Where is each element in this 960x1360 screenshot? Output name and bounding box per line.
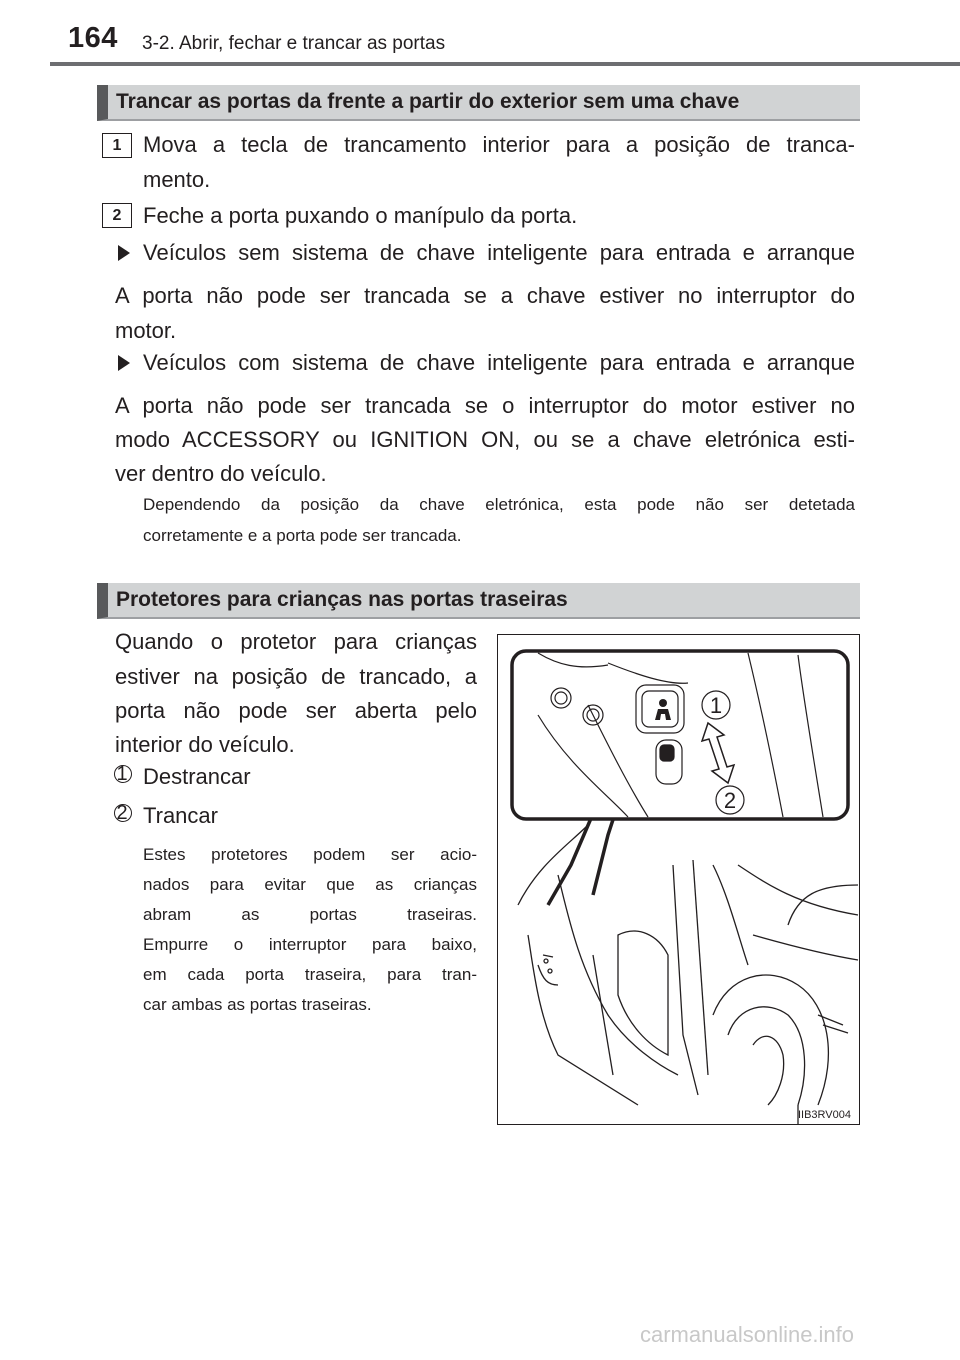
item-number-2: 2 bbox=[110, 802, 134, 825]
watermark: carmanualsonline.info bbox=[640, 1322, 855, 1347]
callout-2 bbox=[716, 786, 744, 814]
step-1-line-2: mento. bbox=[143, 167, 211, 192]
note2-line-2: nados para evitar que as crianças bbox=[143, 875, 477, 894]
sub1-line-1: A porta não pode ser trancada se a chave estiver no interruptor do bbox=[115, 283, 855, 308]
triangle-bullet-icon bbox=[118, 245, 130, 261]
note2-line-5: em cada porta traseira, para tran- bbox=[143, 965, 477, 984]
header-rule bbox=[50, 62, 960, 66]
note-line-1: Dependendo da posição da chave eletrónica, esta pode não ser detetada bbox=[143, 495, 855, 514]
sub1-line-2: motor. bbox=[115, 318, 177, 343]
sub2-line-1: A porta não pode ser trancada se o interruptor do motor estiver no bbox=[115, 393, 855, 418]
note-line-2: corretamente e a porta pode ser trancada. bbox=[143, 526, 462, 545]
triangle-bullet-icon bbox=[118, 355, 130, 371]
page-number: 164 bbox=[68, 22, 118, 54]
intro-line-3: porta não pode ser aberta pelo bbox=[115, 698, 477, 723]
section-title-child-locks bbox=[97, 583, 860, 619]
callout-1 bbox=[702, 691, 730, 719]
note2-line-4: Empurre o interruptor para baixo, bbox=[143, 935, 477, 954]
note2-line-1: Estes protetores podem ser acio- bbox=[143, 845, 477, 864]
item-number-1: 1 bbox=[110, 763, 134, 786]
rear-door-drawing bbox=[498, 635, 860, 1125]
note2-line-6: car ambas as portas traseiras. bbox=[143, 995, 372, 1014]
step-2-text: Feche a porta puxando o manípulo da porta. bbox=[143, 203, 578, 228]
svg-text:1: 1 bbox=[709, 693, 723, 718]
sub-heading-with-smart-key: Veículos com sistema de chave inteligente para entrada e arranque bbox=[143, 350, 855, 375]
intro-line-4: interior do veículo. bbox=[115, 732, 295, 757]
running-head: 3-2. Abrir, fechar e trancar as portas bbox=[142, 33, 446, 54]
sub-heading-without-smart-key: Veículos sem sistema de chave inteligente para entrada e arranque bbox=[143, 240, 855, 265]
section-title-text: Protetores para crianças nas portas traseiras bbox=[116, 588, 568, 611]
item-unlock-label: Destrancar bbox=[143, 764, 251, 789]
section-title-text: Trancar as portas da frente a partir do exterior sem uma chave bbox=[116, 90, 740, 113]
item-lock-label: Trancar bbox=[143, 803, 218, 828]
sub2-line-3: ver dentro do veículo. bbox=[115, 461, 327, 486]
child-lock-illustration bbox=[497, 634, 860, 1125]
step-number-1: 1 bbox=[102, 133, 132, 158]
figure-code: IIB3RV004 bbox=[797, 1109, 851, 1121]
step-number-2: 2 bbox=[102, 203, 132, 228]
note2-line-3: abram as portas traseiras. bbox=[143, 905, 477, 924]
sub2-line-2: modo ACCESSORY ou IGNITION ON, ou se a chave eletrónica esti- bbox=[115, 427, 855, 452]
intro-line-1: Quando o protetor para crianças bbox=[115, 629, 477, 654]
step-1-line-1: Mova a tecla de trancamento interior para a posição de tranca- bbox=[143, 132, 855, 157]
svg-text:2: 2 bbox=[723, 788, 737, 813]
section-title-front-doors bbox=[97, 85, 860, 121]
intro-line-2: estiver na posição de trancado, a bbox=[115, 664, 477, 689]
